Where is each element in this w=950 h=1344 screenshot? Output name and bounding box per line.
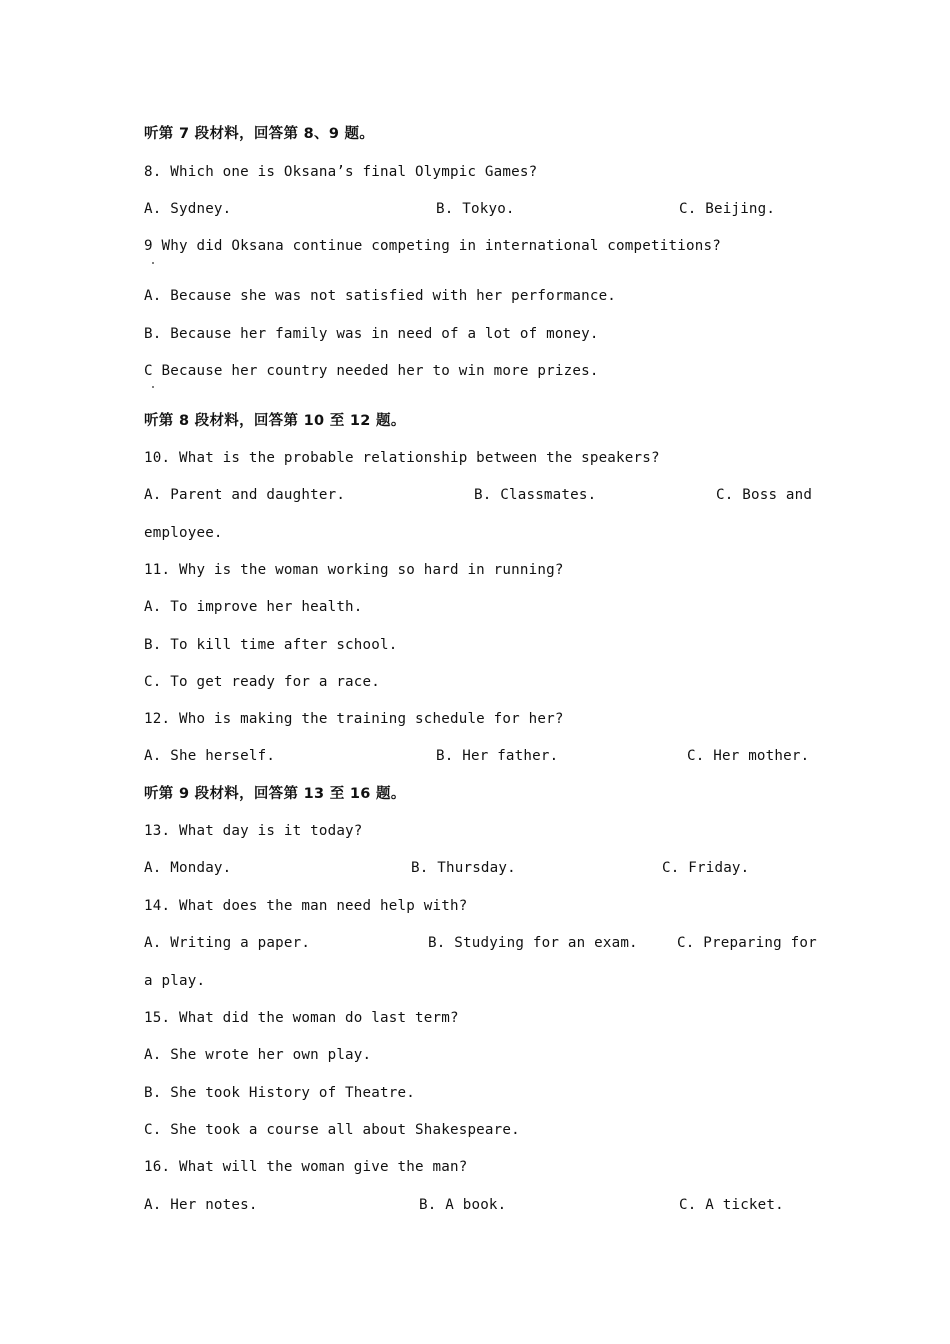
option-a: A. Her notes. [144, 1197, 258, 1213]
question-10-stem: 10. What is the probable relationship between the speakers? [144, 450, 660, 466]
option-c: C. A ticket. [679, 1197, 784, 1213]
question-15-option-c: C. She took a course all about Shakespeare. [144, 1122, 520, 1138]
option-b: B. Thursday. [411, 860, 516, 876]
question-14-option-c-continued: a play. [144, 973, 206, 989]
question-10-option-c-continued: employee. [144, 525, 223, 541]
question-12-stem: 12. Who is making the training schedule for her? [144, 711, 564, 727]
question-15-option-a: A. She wrote her own play. [144, 1047, 372, 1063]
stray-dot-mark [152, 262, 154, 264]
section-heading: 听第 9 段材料，回答第 13 至 16 题。 [144, 786, 406, 802]
question-16-stem: 16. What will the woman give the man? [144, 1159, 468, 1175]
question-14-stem: 14. What does the man need help with? [144, 898, 468, 914]
question-13-stem: 13. What day is it today? [144, 823, 363, 839]
question-11-option-b: B. To kill time after school. [144, 637, 398, 653]
section-heading: 听第 8 段材料，回答第 10 至 12 题。 [144, 413, 406, 429]
question-9-stem: 9 Why did Oksana continue competing in international competitions? [144, 238, 721, 254]
option-a: A. She herself. [144, 748, 276, 764]
option-b: B. Classmates. [474, 487, 597, 503]
option-a: A. Writing a paper. [144, 935, 311, 951]
question-9-option-c: C Because her country needed her to win more prizes. [144, 363, 599, 379]
question-11-stem: 11. Why is the woman working so hard in running? [144, 562, 564, 578]
question-15-stem: 15. What did the woman do last term? [144, 1010, 459, 1026]
question-15-option-b: B. She took History of Theatre. [144, 1085, 415, 1101]
option-b: B. Her father. [436, 748, 559, 764]
option-a: A. Monday. [144, 860, 232, 876]
option-c: C. Preparing for [677, 935, 817, 951]
section-heading: 听第 7 段材料，回答第 8、9 题。 [144, 126, 375, 142]
option-c: C. Her mother. [687, 748, 810, 764]
option-a: A. Parent and daughter. [144, 487, 346, 503]
option-c: C. Beijing. [679, 201, 776, 217]
question-8-stem: 8. Which one is Oksana’s final Olympic Games? [144, 164, 538, 180]
question-11-option-a: A. To improve her health. [144, 599, 363, 615]
option-c: C. Friday. [662, 860, 750, 876]
option-b: B. Tokyo. [436, 201, 515, 217]
question-11-option-c: C. To get ready for a race. [144, 674, 381, 690]
question-9-option-b: B. Because her family was in need of a lot of money. [144, 326, 599, 342]
option-b: B. Studying for an exam. [428, 935, 638, 951]
option-c: C. Boss and [716, 487, 813, 503]
question-9-option-a: A. Because she was not satisfied with her performance. [144, 288, 617, 304]
option-a: A. Sydney. [144, 201, 232, 217]
option-b: B. A book. [419, 1197, 507, 1213]
stray-dot-mark [152, 386, 154, 388]
